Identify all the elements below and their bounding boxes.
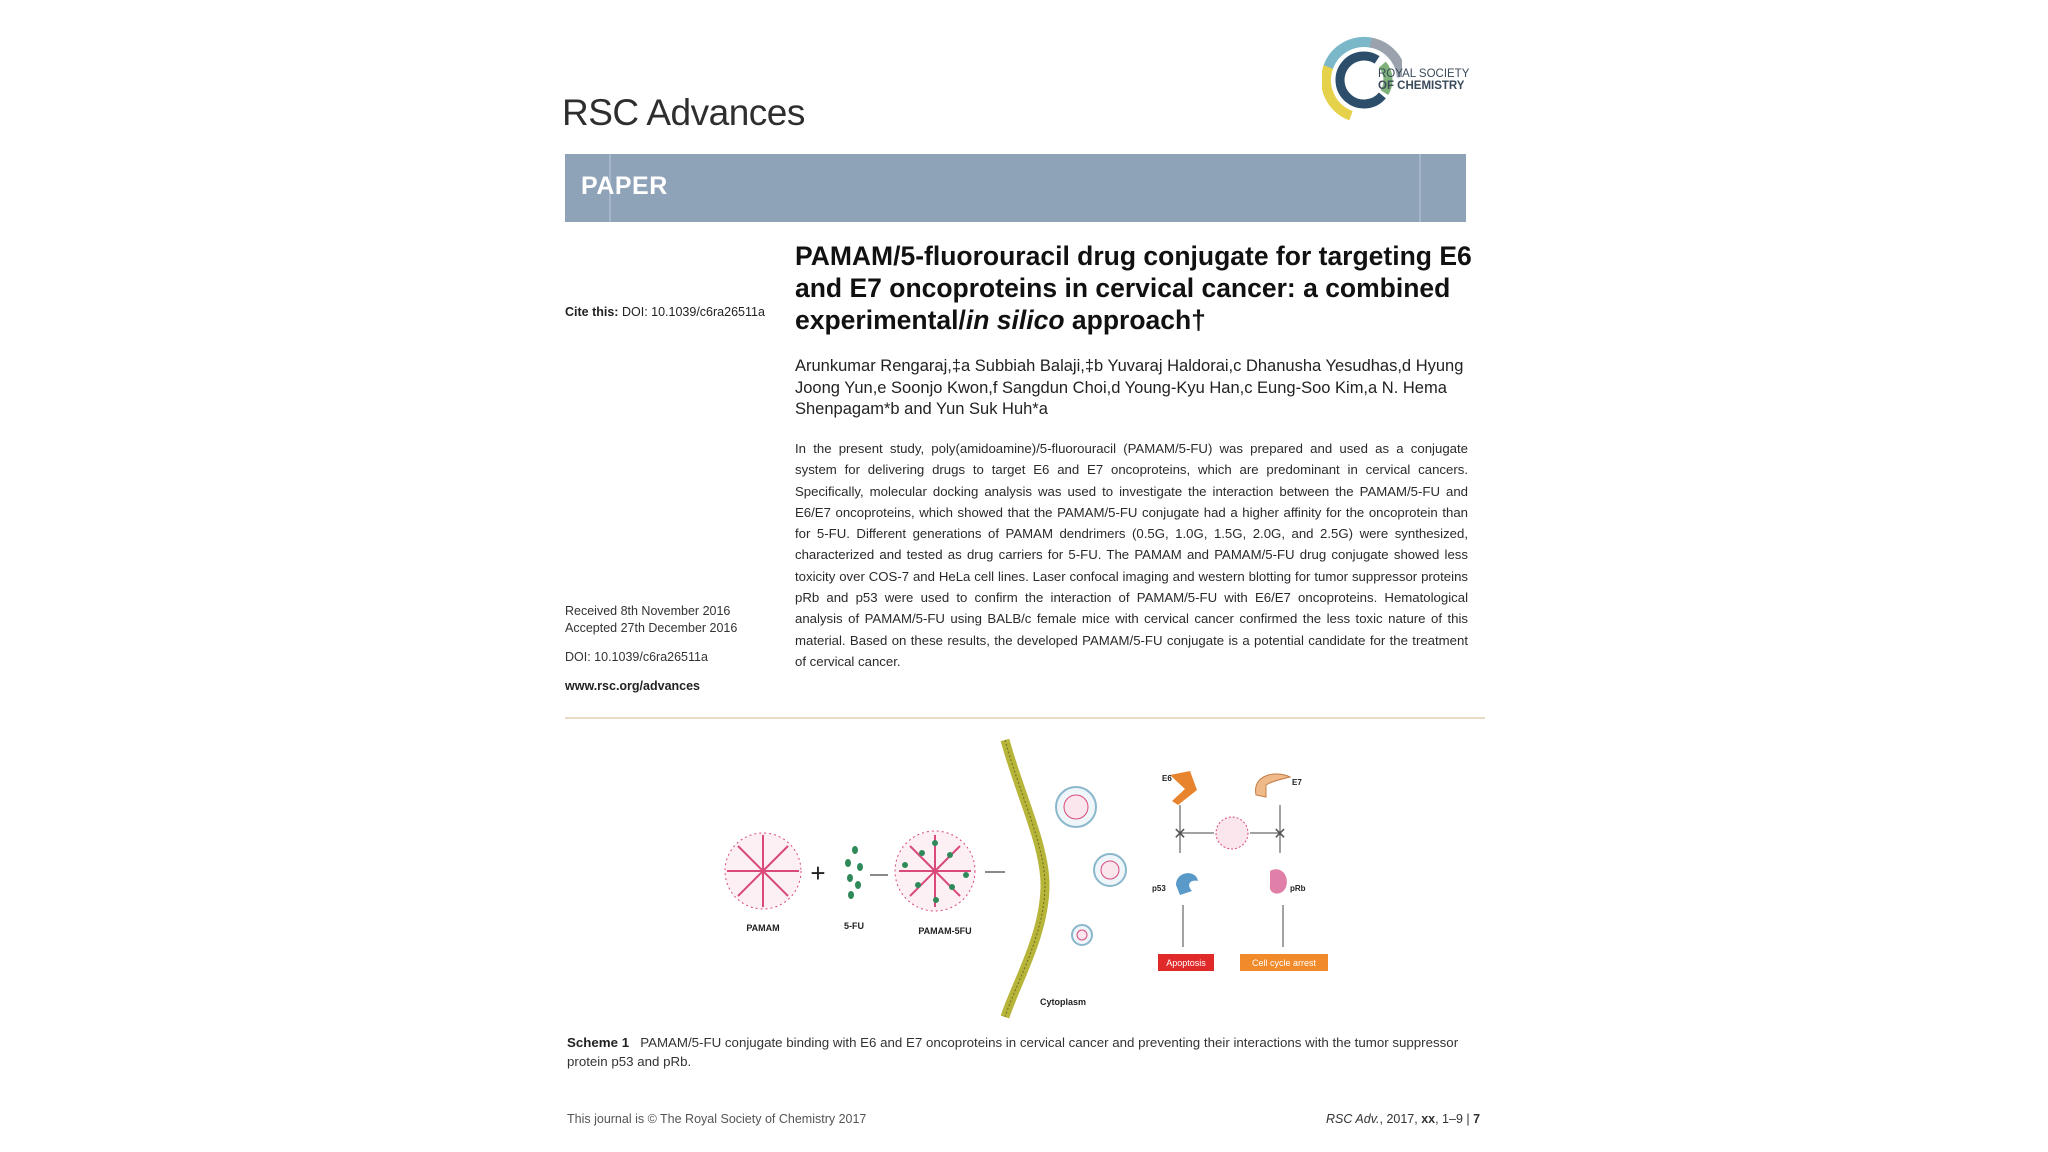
pamam-dendrimer-icon [725, 833, 801, 909]
doi[interactable]: DOI: 10.1039/c6ra26511a [565, 650, 708, 664]
caption-label: Scheme 1 [567, 1035, 630, 1050]
journal-title: RSC Advances [562, 92, 805, 133]
bar-stripe [1419, 154, 1421, 222]
footer-year: , 2017, [1379, 1112, 1422, 1126]
label-e7: E7 [1292, 778, 1302, 787]
title-italic: in silico [965, 305, 1065, 335]
label-apoptosis: Apoptosis [1166, 958, 1206, 968]
logo-text [1378, 68, 1469, 92]
title-part1: PAMAM/5-fluorouracil drug conjugate for targeting E6 and E7 oncoproteins in cervical cancer: a combined experimental/ [795, 241, 1472, 335]
logo-line2: OF CHEMISTRY [1378, 80, 1465, 92]
label-cytoplasm: Cytoplasm [1040, 997, 1087, 1007]
e7-oncoprotein-icon [1256, 774, 1290, 797]
section-label: PAPER [581, 172, 668, 200]
label-pamam: PAMAM [746, 923, 780, 933]
divider [565, 717, 1485, 719]
5fu-molecules-icon [845, 846, 863, 899]
label-pamam-5fu: PAMAM-5FU [918, 926, 972, 936]
label-e6: E6 [1162, 774, 1172, 783]
received-dates [565, 603, 737, 637]
label-p53: p53 [1152, 884, 1166, 893]
section-bar [565, 154, 1466, 222]
block-icon: ✕ [1273, 826, 1287, 843]
caption-text: PAMAM/5-FU conjugate binding with E6 and E7 oncoproteins in cervical cancer and preventing their interactions with the tumor suppressor protein p53 and pRb. [567, 1035, 1459, 1069]
footer-volume: xx [1421, 1112, 1436, 1126]
footer-citation [1326, 1112, 1480, 1126]
label-cell-cycle-arrest: Cell cycle arrest [1251, 958, 1317, 968]
p53-protein-icon [1176, 873, 1198, 895]
scheme-figure [700, 735, 1360, 1020]
received-date: Received 8th November 2016 [565, 604, 731, 618]
footer-pages: , 1–9 | [1435, 1112, 1474, 1126]
cell-membrane-icon [1005, 740, 1045, 1017]
block-icon: ✕ [1173, 826, 1187, 843]
accepted-date: Accepted 27th December 2016 [565, 621, 738, 635]
cite-doi[interactable]: DOI: 10.1039/c6ra26511a [621, 305, 765, 319]
label-prb: pRb [1290, 884, 1306, 893]
e6-oncoprotein-icon [1170, 771, 1197, 805]
prb-protein-icon [1270, 869, 1287, 893]
conjugate-icon [1216, 817, 1248, 849]
author-list: Arunkumar Rengaraj,‡a Subbiah Balaji,‡b Yuvaraj Haldorai,c Dhanusha Yesudhas,d Hyung Joong Yun,e Soonjo Kwon,f Sangdun Choi,d Young-Kyu Han,c Eung-Soo Kim,a N. Hema Shenpagam*b and Yun Suk Huh*a [795, 357, 1464, 418]
endosome-icon [1056, 787, 1126, 945]
article-title [795, 240, 1475, 336]
title-part2: approach† [1064, 305, 1206, 335]
plus-icon: + [810, 858, 826, 888]
footer-copyright: This journal is © The Royal Society of Chemistry 2017 [567, 1112, 867, 1126]
scheme-caption [567, 1034, 1485, 1071]
abstract: In the present study, poly(amidoamine)/5-fluorouracil (PAMAM/5-FU) was prepared and used as a conjugate system for delivering drugs to target E6 and E7 oncoproteins, which are predominant in cervical cancers. Specifically, molecular docking analysis was used to investigate the interaction between the PAMAM/5-FU and E6/E7 oncoproteins, which showed that the PAMAM/5-FU conjugate had a higher affinity for the oncoprotein than for 5-FU. Different generations of PAMAM dendrimers (0.5G, 1.0G, 1.5G, 2.0G, and 2.5G) were synthesized, characterized and tested as drug carriers for 5-FU. The PAMAM and PAMAM/5-FU drug conjugate showed less toxicity over COS-7 and HeLa cell lines. Laser confocal imaging and western blotting for tumor suppressor proteins pRb and p53 were used to confirm the interaction of PAMAM/5-FU with E6/E7 oncoproteins. Hematological analysis of PAMAM/5-FU using BALB/c female mice with cervical cancer confirmed the less toxic nature of this material. Based on these results, the developed PAMAM/5-FU conjugate is a potential candidate for the treatment of cervical cancer. [795, 441, 1468, 669]
cite-label: Cite this: [565, 305, 619, 319]
footer-journal: RSC Adv. [1326, 1112, 1380, 1126]
footer-page-number: 7 [1473, 1112, 1481, 1126]
label-5fu: 5-FU [844, 921, 864, 931]
logo-line1: ROYAL SOCIETY [1378, 68, 1470, 80]
pamam-5fu-conjugate-icon [895, 831, 975, 911]
cite-this [565, 305, 765, 319]
journal-url[interactable]: www.rsc.org/advances [565, 679, 701, 693]
